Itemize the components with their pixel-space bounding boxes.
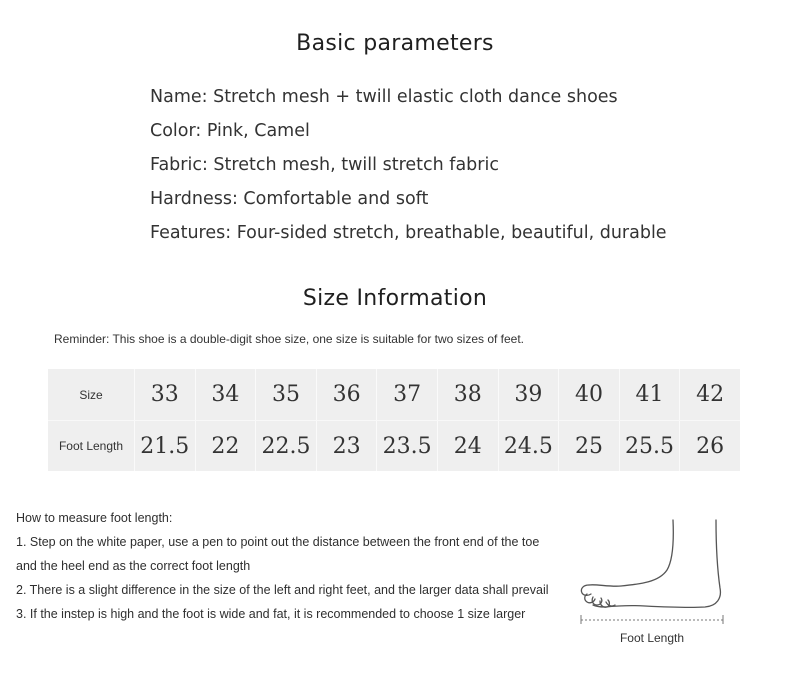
foot-length-row [48, 420, 740, 471]
foot-length-caption: Foot Length [619, 631, 685, 645]
size-cell: 38 [437, 369, 498, 420]
foot-length-cell: 25 [558, 421, 619, 471]
foot-length-cell: 23 [316, 421, 377, 471]
instructions-heading: How to measure foot length: [16, 511, 173, 525]
foot-figure [575, 512, 735, 652]
size-cell: 33 [134, 369, 195, 420]
foot-length-cell: 26 [679, 421, 740, 471]
size-cell: 40 [558, 369, 619, 420]
foot-length-cell: 22 [195, 421, 256, 471]
instruction-step-2: 2. There is a slight difference in the size of the left and right feet, and the larger data shall prevail [16, 583, 549, 597]
size-table [48, 369, 740, 471]
size-cell: 34 [195, 369, 256, 420]
foot-length-cell: 25.5 [619, 421, 680, 471]
foot-length-cell: 24.5 [498, 421, 559, 471]
param-color: Color: Pink, Camel [150, 121, 310, 141]
measure-instructions [16, 506, 561, 626]
size-cell: 37 [376, 369, 437, 420]
foot-length-cell: 23.5 [376, 421, 437, 471]
param-fabric: Fabric: Stretch mesh, twill stretch fabric [150, 155, 499, 175]
foot-length-cell: 21.5 [134, 421, 195, 471]
param-name: Name: Stretch mesh + twill elastic cloth dance shoes [150, 87, 618, 107]
foot-length-cell: 22.5 [255, 421, 316, 471]
parameter-list [150, 84, 667, 254]
instruction-step-1: 1. Step on the white paper, use a pen to point out the distance between the front end of the toe and the heel end as the correct foot length [16, 535, 540, 573]
size-information-title: Size Information [302, 286, 488, 311]
size-cell: 39 [498, 369, 559, 420]
size-cell: 41 [619, 369, 680, 420]
param-features: Features: Four-sided stretch, breathable, beautiful, durable [150, 223, 667, 243]
foot-outline-icon [575, 512, 735, 630]
foot-length-row-label: Foot Length [58, 439, 124, 453]
foot-length-cell: 24 [437, 421, 498, 471]
size-cell: 42 [679, 369, 740, 420]
instruction-step-3: 3. If the instep is high and the foot is wide and fat, it is recommended to choose 1 size larger [16, 607, 526, 621]
size-row-label: Size [79, 387, 103, 402]
param-hardness: Hardness: Comfortable and soft [150, 189, 429, 209]
size-cell: 36 [316, 369, 377, 420]
size-row [48, 369, 740, 420]
size-reminder: Reminder: This shoe is a double-digit shoe size, one size is suitable for two sizes of feet. [54, 332, 525, 346]
size-cell: 35 [255, 369, 316, 420]
basic-parameters-title: Basic parameters [296, 31, 494, 56]
